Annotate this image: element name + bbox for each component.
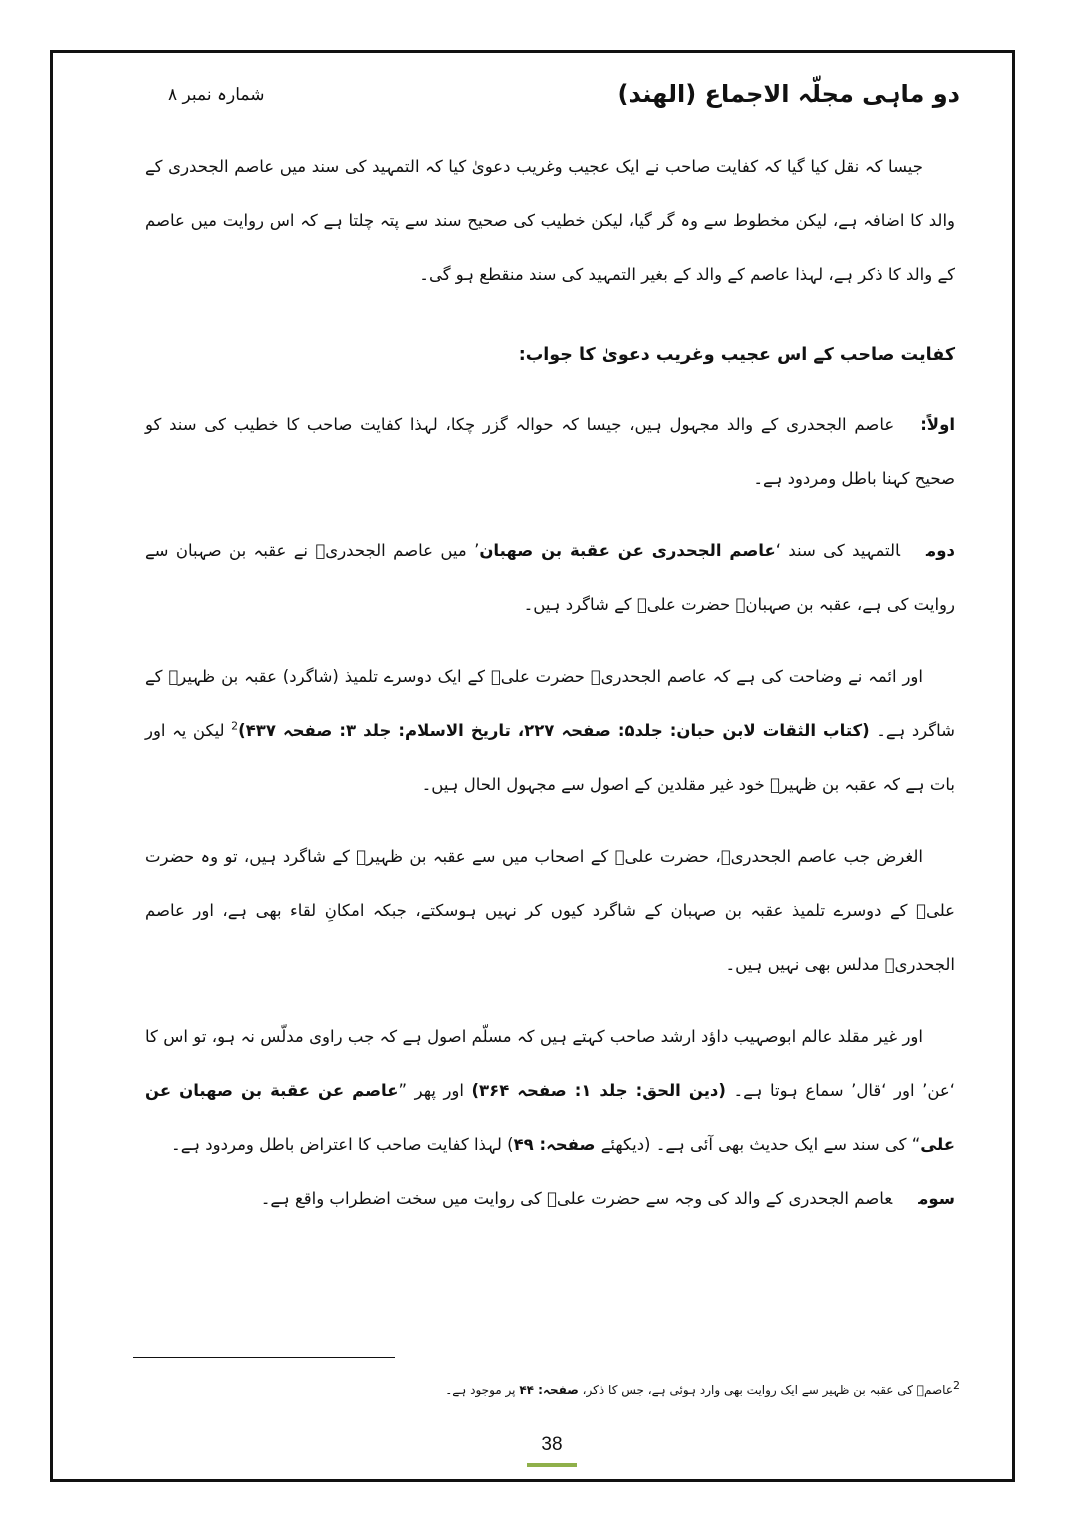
spacer — [145, 506, 955, 524]
point-label-third: سوم — [918, 1189, 955, 1208]
paragraph-third-point — [145, 1172, 955, 1226]
paragraph-intro: جیسا کہ نقل کیا گیا کہ کفایت صاحب نے ایک عجیب وغریب دعویٰ کیا کہ التمہید کی سند میں عاصم الجحدری کے والد کا اضافہ ہے، لیکن مخطوط سے وہ گر گیا، لیکن خطیب کی صحیح سند سے پتہ چلتا ہے کہ اس روایت میں عاصم کے والد کا ذکر ہے، لہذا عاصم کے والد کے بغیر التمہید کی سند منقطع ہو گی۔ — [145, 157, 955, 284]
footnote-marker[interactable]: 2 — [231, 719, 239, 733]
paragraph-conclusion: الغرض جب عاصم الجحدریؒ، حضرت علیؓ کے اصحاب میں سے عقبہ بن ظہیرؒ کے شاگرد ہیں، تو وہ حضرت علیؓ کے دوسرے تلمیذ عقبہ بن صہبان کے شاگرد کیوں کر نہیں ہوسکتے، جبکہ امکانِ لقاء بھی ہے، اور عاصم الجحدریؒ مدلس بھی نہیں ہیں۔ — [145, 847, 955, 974]
source-reference-deen-ul-haq: (دین الحق: جلد ۱: صفحہ ۳۶۴) — [471, 1081, 726, 1100]
second-point-text-a: التمہید کی سند ‘ — [775, 541, 901, 560]
footnote — [440, 1378, 960, 1402]
paragraph-first-point — [145, 398, 955, 506]
principle-text-b: اور پھر ” — [398, 1081, 472, 1100]
issue-number: شمارہ نمبر ۸ — [168, 85, 265, 105]
footnote-number: 2 — [953, 1379, 960, 1392]
page-header — [140, 80, 960, 120]
principle-text-c: “ کی سند سے ایک حدیث بھی آئی ہے۔ (دیکھئے — [595, 1135, 921, 1154]
footnote-text-b: پر موجود ہے۔ — [445, 1383, 520, 1397]
spacer — [145, 302, 955, 320]
clarification-text-a: اور ائمہ نے وضاحت کی ہے کہ عاصم الجحدریؒ حضرت علیؓ کے ایک دوسرے تلمیذ (شاگرد) عقبہ بن ظہیرؒ کے شاگرد ہے۔ — [145, 667, 955, 740]
spacer — [145, 992, 955, 1010]
page-number: 38 — [541, 1434, 563, 1455]
source-reference: (کتاب الثقات لابن حبان: جلد۵: صفحہ ۲۲۷، تاریخ الاسلام: جلد ۳: صفحہ ۴۳۷) — [238, 721, 870, 740]
point-label-first: اولاً: — [920, 415, 955, 434]
first-point-text: عاصم الجحدری کے والد مجہول ہیں، جیسا کہ حوالہ گزر چکا، لہذا کفایت صاحب کا خطیب کی سند کو صحیح کہنا باطل ومردود ہے۔ — [145, 415, 955, 488]
footnote-page-reference: صفحہ: ۴۴ — [519, 1383, 579, 1397]
paragraph-second-point — [145, 524, 955, 632]
paragraph-principle — [145, 1010, 955, 1172]
arabic-chain-quote: عاصم الجحدری عن عقبة بن صهبان — [479, 541, 776, 560]
spacer — [145, 812, 955, 830]
section-heading: کفایت صاحب کے اس عجیب وغریب دعویٰ کا جواب: — [518, 345, 955, 365]
third-point-text: عاصم الجحدری کے والد کی وجہ سے حضرت علیؓ کی روایت میں سخت اضطراب واقع ہے۔ — [260, 1189, 893, 1208]
principle-text-a: اور غیر مقلد عالم ابوصہیب داؤد ارشد صاحب کہتے ہیں کہ مسلّم اصول ہے کہ جب راوی مدلّس نہ ہو، تو اس کا ‘عن’ اور ‘قال’ سماع ہوتا ہے۔ — [145, 1027, 955, 1100]
page-reference: صفحہ: ۴۹ — [513, 1135, 596, 1154]
page-number-underline — [527, 1463, 577, 1467]
journal-title: دو ماہی مجلّہ الاجماع (الھند) — [617, 80, 960, 108]
footnote-divider — [133, 1357, 395, 1358]
second-point-text-b: ’ میں عاصم الجحدریؒ نے عقبہ بن صہبان سے روایت کی ہے، عقبہ بن صہبانؒ حضرت علیؓ کے شاگرد ہیں۔ — [145, 541, 955, 614]
arabic-chain-quote-2: عاصم عن عقبة بن صهبان عن علی — [145, 1081, 955, 1154]
spacer — [145, 632, 955, 650]
principle-text-d: ) لہذا کفایت صاحب کا اعتراض باطل ومردود ہے۔ — [171, 1135, 514, 1154]
footnote-text-a: عاصمؒ کی عقبہ بن ظہیر سے ایک روایت بھی وارد ہوئی ہے، جس کا ذکر، — [578, 1383, 953, 1397]
paragraph-imams-clarification — [145, 650, 955, 812]
clarification-text-b: لیکن یہ اور بات ہے کہ عقبہ بن ظہیرؒ خود غیر مقلدین کے اصول سے مجہول الحال ہیں۔ — [145, 721, 955, 794]
article-body — [145, 140, 955, 1226]
point-label-second: دوم — [926, 541, 955, 560]
